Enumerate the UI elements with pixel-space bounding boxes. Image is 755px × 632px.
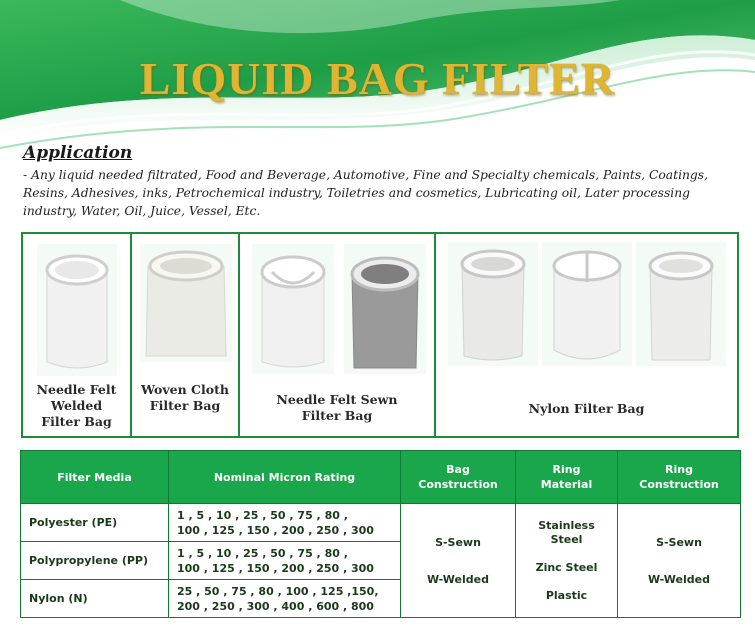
product-gallery [21, 232, 739, 438]
product-needle-felt-sewn [240, 234, 436, 436]
nylon-bag-image-2 [542, 242, 632, 366]
table-header-row [21, 451, 741, 504]
page-title: LIQUID BAG FILTER [139, 53, 616, 104]
spec-table [20, 450, 741, 618]
needle-felt-sewn-gray-bag-image [344, 244, 426, 374]
product-woven-cloth [132, 234, 240, 436]
needle-felt-welded-bag-image [37, 244, 117, 376]
header-ring-material: Ring Material [516, 451, 618, 504]
media-cell: Nylon (N) [21, 580, 169, 618]
nylon-bag-image-1 [448, 242, 538, 366]
table-row [21, 504, 741, 542]
product-label: Woven Cloth Filter Bag [141, 382, 229, 413]
needle-felt-sewn-bag-image [252, 244, 334, 374]
product-label: Needle Felt Welded Filter Bag [36, 382, 117, 429]
product-label: Needle Felt Sewn Filter Bag [276, 392, 398, 423]
header-bag-construction: Bag Construction [401, 451, 516, 504]
media-cell: Polyester (PE) [21, 504, 169, 542]
product-nylon [436, 234, 737, 436]
ring-material-cell: Stainless Steel Zinc Steel Plastic [516, 504, 618, 618]
header-filter-media: Filter Media [21, 451, 169, 504]
micron-cell: 1 , 5 , 10 , 25 , 50 , 75 , 80 , 100 , 125 , 150 , 200 , 250 , 300 [169, 504, 401, 542]
ring-construction-cell: S-Sewn W-Welded [618, 504, 741, 618]
bag-construction-cell: S-Sewn W-Welded [401, 504, 516, 618]
header-banner [0, 0, 755, 160]
header-ring-construction: Ring Construction [618, 451, 741, 504]
application-heading: Application [23, 143, 133, 163]
product-needle-felt-welded [23, 234, 132, 436]
nylon-bag-image-3 [636, 242, 726, 366]
micron-cell: 25 , 50 , 75 , 80 , 100 , 125 ,150, 200 , 250 , 300 , 400 , 600 , 800 [169, 580, 401, 618]
media-cell: Polypropylene (PP) [21, 542, 169, 580]
micron-cell: 1 , 5 , 10 , 25 , 50 , 75 , 80 , 100 , 125 , 150 , 200 , 250 , 300 [169, 542, 401, 580]
product-label: Nylon Filter Bag [528, 401, 645, 416]
application-text: - Any liquid needed filtrated, Food and Beverage, Automotive, Fine and Specialty chemicals, Paints, Coatings, Resins, Adhesives, inks, Petrochemical industry, Toiletries and cosmetics, Lubricating oil, Later processing industry, Water, Oil, Juice, Vessel, Etc. [23, 168, 709, 218]
header-micron-rating: Nominal Micron Rating [169, 451, 401, 504]
woven-cloth-bag-image [140, 244, 232, 362]
